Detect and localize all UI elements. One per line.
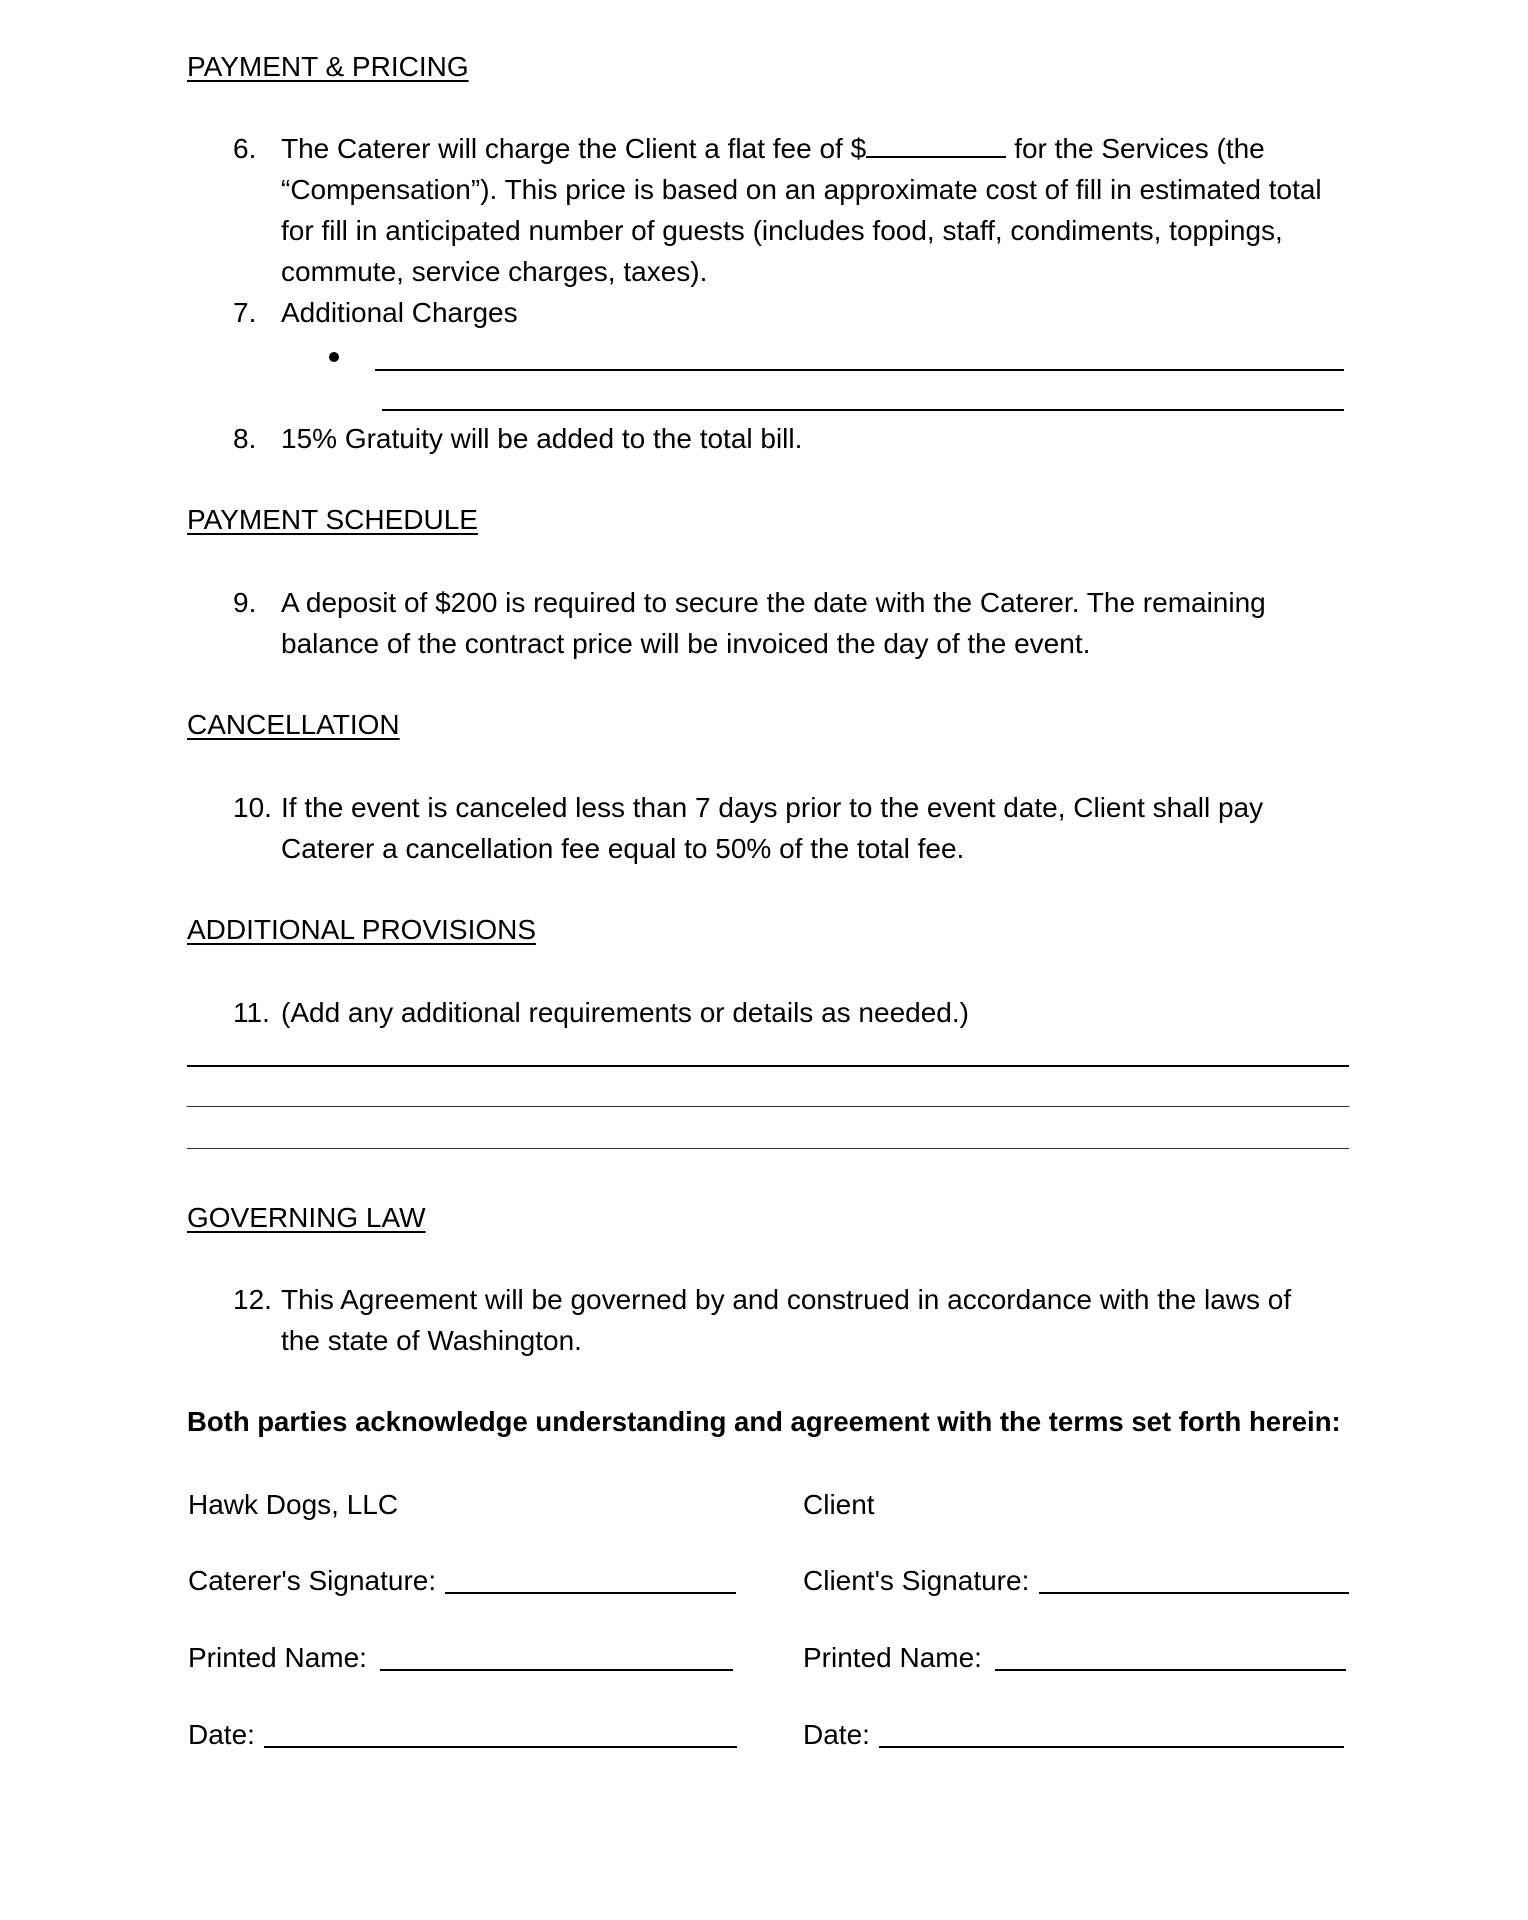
bullet-icon	[329, 352, 339, 362]
provisions-blank-2[interactable]	[187, 1106, 1349, 1107]
provisions-blank-1[interactable]	[187, 1065, 1349, 1067]
item-number-12: 12.	[233, 1284, 272, 1315]
item6-line4: commute, service charges, taxes).	[281, 256, 708, 287]
caterer-date-label: Date:	[188, 1719, 255, 1750]
additional-charges-blank-1[interactable]	[375, 369, 1344, 371]
caterer-signature-label: Caterer's Signature:	[188, 1565, 437, 1596]
section-heading-payment-pricing: PAYMENT & PRICING	[187, 51, 469, 82]
provisions-blank-3[interactable]	[187, 1148, 1349, 1149]
item6-line2: “Compensation”). This price is based on an approximate cost of fill in estimated total	[281, 174, 1322, 205]
item-number-9: 9.	[233, 587, 257, 618]
client-printed-name-field[interactable]	[995, 1669, 1346, 1671]
item9-line2: balance of the contract price will be invoiced the day of the event.	[281, 628, 1091, 659]
client-printed-name-label: Printed Name:	[803, 1642, 982, 1673]
client-signature-label: Client's Signature:	[803, 1565, 1030, 1596]
item12-line2: the state of Washington.	[281, 1325, 582, 1356]
item6-line3: for fill in anticipated number of guests (includes food, staff, condiments, toppings,	[281, 215, 1283, 246]
item6-line1-a: The Caterer will charge the Client a flat fee of $	[281, 133, 867, 164]
item7-text: Additional Charges	[281, 297, 518, 328]
item6-line1	[281, 128, 1265, 169]
item-number-11: 11.	[233, 997, 270, 1028]
flat-fee-blank[interactable]	[866, 132, 1006, 158]
item-number-7: 7.	[233, 297, 257, 328]
item12-line1: This Agreement will be governed by and construed in accordance with the laws of	[281, 1284, 1292, 1315]
caterer-printed-name-label: Printed Name:	[188, 1642, 367, 1673]
item6-line1-b: for the Services (the	[1014, 133, 1265, 164]
item11-text: (Add any additional requirements or details as needed.)	[281, 997, 969, 1028]
caterer-printed-name-field[interactable]	[380, 1669, 733, 1671]
item8-text: 15% Gratuity will be added to the total bill.	[281, 423, 803, 454]
acknowledgement-text: Both parties acknowledge understanding and agreement with the terms set forth herein:	[187, 1406, 1341, 1437]
item-number-6: 6.	[233, 133, 257, 164]
item10-line2: Caterer a cancellation fee equal to 50% of the total fee.	[281, 833, 965, 864]
caterer-signature-field[interactable]	[445, 1592, 736, 1594]
client-date-field[interactable]	[879, 1746, 1344, 1748]
item-number-10: 10.	[233, 792, 272, 823]
caterer-date-field[interactable]	[264, 1746, 737, 1748]
item10-line1: If the event is canceled less than 7 days prior to the event date, Client shall pay	[281, 792, 1264, 823]
additional-charges-blank-2[interactable]	[382, 409, 1344, 411]
client-party-name: Client	[803, 1489, 875, 1520]
section-heading-governing-law: GOVERNING LAW	[187, 1202, 426, 1233]
section-heading-cancellation: CANCELLATION	[187, 709, 400, 740]
caterer-party-name: Hawk Dogs, LLC	[188, 1489, 399, 1520]
client-date-label: Date:	[803, 1719, 870, 1750]
section-heading-payment-schedule: PAYMENT SCHEDULE	[187, 504, 478, 535]
item-number-8: 8.	[233, 423, 257, 454]
client-signature-field[interactable]	[1039, 1592, 1349, 1594]
section-heading-additional-provisions: ADDITIONAL PROVISIONS	[187, 914, 537, 945]
item9-line1: A deposit of $200 is required to secure the date with the Caterer. The remaining	[281, 587, 1266, 618]
